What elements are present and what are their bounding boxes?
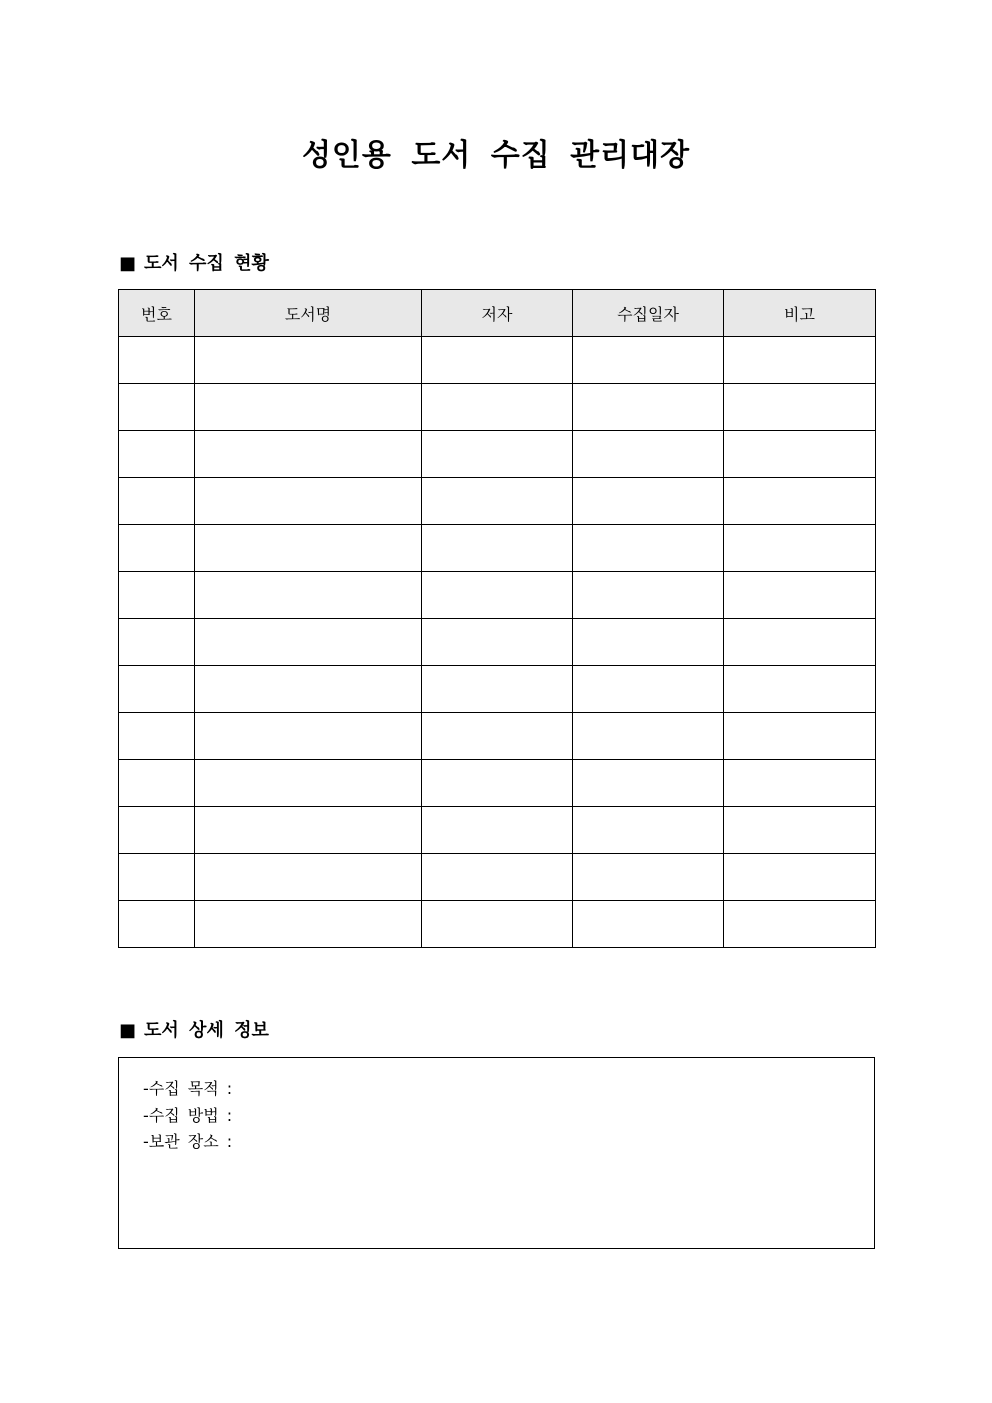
page-title: 성인용 도서 수집 관리대장 bbox=[301, 138, 691, 173]
table-row bbox=[119, 760, 876, 807]
table-row bbox=[119, 901, 876, 948]
cell-title[interactable] bbox=[195, 666, 422, 713]
cell-author[interactable] bbox=[422, 525, 573, 572]
cell-remarks[interactable] bbox=[724, 619, 876, 666]
cell-author[interactable] bbox=[422, 619, 573, 666]
cell-date[interactable] bbox=[573, 478, 724, 525]
cell-number[interactable] bbox=[119, 760, 195, 807]
details-box bbox=[118, 1057, 875, 1249]
cell-remarks[interactable] bbox=[724, 384, 876, 431]
table-row bbox=[119, 525, 876, 572]
cell-date[interactable] bbox=[573, 901, 724, 948]
table-row bbox=[119, 572, 876, 619]
column-header-date: 수집일자 bbox=[573, 290, 724, 337]
section-heading-collection bbox=[119, 251, 269, 277]
cell-author[interactable] bbox=[422, 713, 573, 760]
cell-title[interactable] bbox=[195, 713, 422, 760]
cell-number[interactable] bbox=[119, 807, 195, 854]
table-row bbox=[119, 384, 876, 431]
cell-number[interactable] bbox=[119, 854, 195, 901]
section-heading-label: 도서 상세 정보 bbox=[144, 1020, 269, 1041]
cell-remarks[interactable] bbox=[724, 854, 876, 901]
cell-remarks[interactable] bbox=[724, 760, 876, 807]
cell-number[interactable] bbox=[119, 666, 195, 713]
detail-item-purpose: -수집 목적 : bbox=[143, 1079, 233, 1098]
cell-title[interactable] bbox=[195, 478, 422, 525]
cell-date[interactable] bbox=[573, 572, 724, 619]
cell-author[interactable] bbox=[422, 901, 573, 948]
collection-table bbox=[118, 289, 876, 948]
cell-title[interactable] bbox=[195, 572, 422, 619]
cell-title[interactable] bbox=[195, 431, 422, 478]
cell-title[interactable] bbox=[195, 854, 422, 901]
cell-remarks[interactable] bbox=[724, 572, 876, 619]
cell-date[interactable] bbox=[573, 431, 724, 478]
cell-date[interactable] bbox=[573, 713, 724, 760]
section-heading-label: 도서 수집 현황 bbox=[144, 253, 269, 274]
bullet-square-icon: ■ bbox=[119, 253, 137, 274]
cell-remarks[interactable] bbox=[724, 478, 876, 525]
table-body bbox=[119, 337, 876, 948]
cell-date[interactable] bbox=[573, 384, 724, 431]
cell-author[interactable] bbox=[422, 807, 573, 854]
cell-author[interactable] bbox=[422, 431, 573, 478]
cell-number[interactable] bbox=[119, 619, 195, 666]
cell-author[interactable] bbox=[422, 760, 573, 807]
table-header-row bbox=[119, 290, 876, 337]
table-row bbox=[119, 337, 876, 384]
cell-date[interactable] bbox=[573, 525, 724, 572]
detail-item-method: -수집 방법 : bbox=[143, 1105, 233, 1125]
cell-date[interactable] bbox=[573, 619, 724, 666]
column-header-number: 번호 bbox=[119, 290, 195, 337]
cell-remarks[interactable] bbox=[724, 666, 876, 713]
cell-author[interactable] bbox=[422, 478, 573, 525]
cell-date[interactable] bbox=[573, 666, 724, 713]
column-header-title: 도서명 bbox=[195, 290, 422, 337]
cell-author[interactable] bbox=[422, 384, 573, 431]
detail-item-location: -보관 장소 : bbox=[143, 1132, 233, 1151]
table-row bbox=[119, 478, 876, 525]
cell-date[interactable] bbox=[573, 337, 724, 384]
table-row bbox=[119, 431, 876, 478]
cell-number[interactable] bbox=[119, 337, 195, 384]
cell-number[interactable] bbox=[119, 713, 195, 760]
table-row bbox=[119, 713, 876, 760]
cell-date[interactable] bbox=[573, 807, 724, 854]
cell-author[interactable] bbox=[422, 572, 573, 619]
cell-number[interactable] bbox=[119, 384, 195, 431]
cell-number[interactable] bbox=[119, 525, 195, 572]
column-header-author: 저자 bbox=[422, 290, 573, 337]
cell-number[interactable] bbox=[119, 478, 195, 525]
cell-title[interactable] bbox=[195, 525, 422, 572]
cell-remarks[interactable] bbox=[724, 901, 876, 948]
cell-remarks[interactable] bbox=[724, 807, 876, 854]
cell-number[interactable] bbox=[119, 901, 195, 948]
cell-date[interactable] bbox=[573, 854, 724, 901]
cell-number[interactable] bbox=[119, 431, 195, 478]
cell-title[interactable] bbox=[195, 901, 422, 948]
section-heading-details bbox=[119, 1018, 269, 1044]
cell-title[interactable] bbox=[195, 760, 422, 807]
cell-author[interactable] bbox=[422, 854, 573, 901]
cell-author[interactable] bbox=[422, 337, 573, 384]
collection-table-container bbox=[118, 289, 875, 948]
column-header-remarks: 비고 bbox=[724, 290, 876, 337]
cell-remarks[interactable] bbox=[724, 431, 876, 478]
details-list bbox=[119, 1058, 874, 1156]
table-row bbox=[119, 807, 876, 854]
cell-title[interactable] bbox=[195, 619, 422, 666]
cell-remarks[interactable] bbox=[724, 713, 876, 760]
cell-title[interactable] bbox=[195, 807, 422, 854]
cell-title[interactable] bbox=[195, 384, 422, 431]
cell-remarks[interactable] bbox=[724, 525, 876, 572]
table-row bbox=[119, 619, 876, 666]
bullet-square-icon: ■ bbox=[119, 1020, 137, 1041]
cell-title[interactable] bbox=[195, 337, 422, 384]
cell-date[interactable] bbox=[573, 760, 724, 807]
table-row bbox=[119, 666, 876, 713]
table-row bbox=[119, 854, 876, 901]
cell-remarks[interactable] bbox=[724, 337, 876, 384]
cell-number[interactable] bbox=[119, 572, 195, 619]
cell-author[interactable] bbox=[422, 666, 573, 713]
